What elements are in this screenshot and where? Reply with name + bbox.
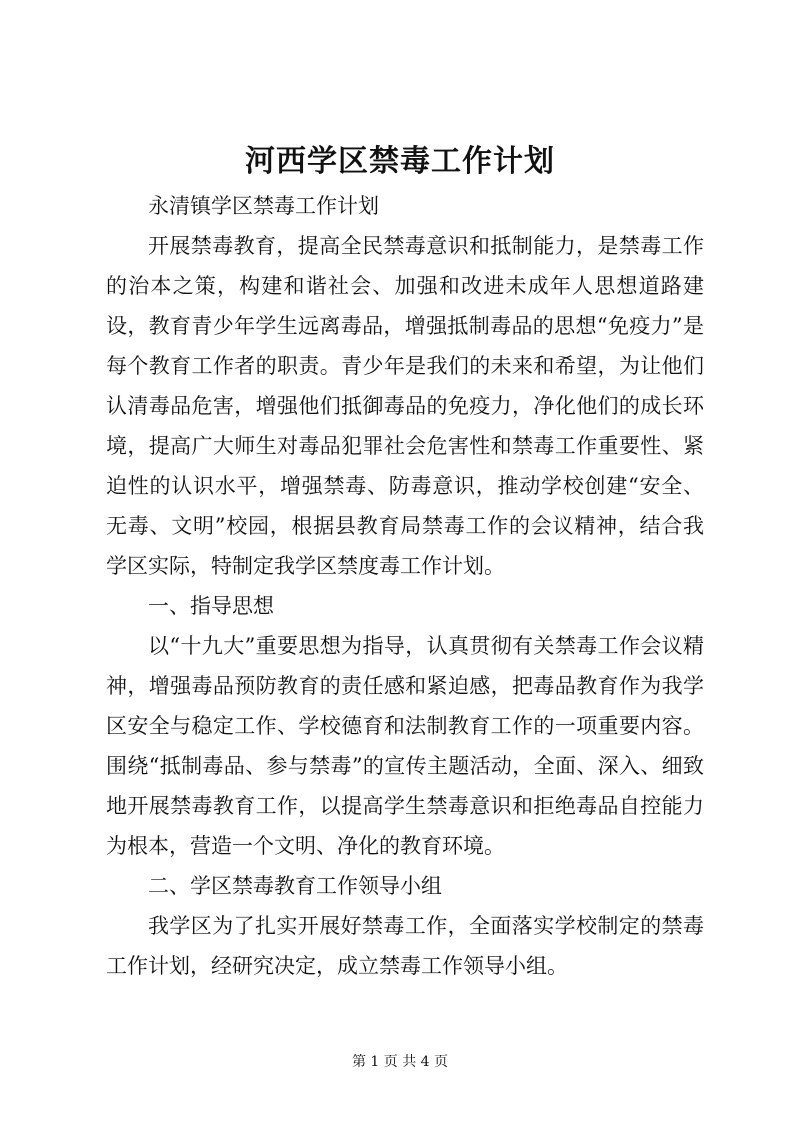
paragraph-intro: 开展禁毒教育，提高全民禁毒意识和抵制能力，是禁毒工作的治本之策，构建和谐社会、加强和改进未成年人思想道路建设，教育青少年学生远离毒品，增强抵制毒品的思想“免疫力”是每个教育工作者的职责。青少年是我们的未来和希望，为让他们认清毒品危害，增强他们抵御毒品的免疫力，净化他们的成长环境，提高广大师生对毒品犯罪社会危害性和禁毒工作重要性、紧迫性的认识水平，增强禁毒、防毒意识，推动学校创建“安全、无毒、文明”校园，根据县教育局禁毒工作的会议精神，结合我学区实际，特制定我学区禁度毒工作计划。 [106, 234, 704, 578]
document-body [106, 186, 704, 986]
section-heading-guiding-ideology: 一、指导思想 [148, 594, 274, 618]
section-heading-leadership-group: 二、学区禁毒教育工作领导小组 [148, 874, 442, 898]
document-subtitle: 永清镇学区禁毒工作计划 [148, 194, 379, 218]
document-title: 河西学区禁毒工作计划 [245, 144, 555, 179]
paragraph-guiding-ideology: 以“十九大”重要思想为指导，认真贯彻有关禁毒工作会议精神，增强毒品预防教育的责任感和紧迫感，把毒品教育作为我学区安全与稳定工作、学校德育和法制教育工作的一项重要内容。围绕“抵制毒品、参与禁毒”的宣传主题活动，全面、深入、细致地开展禁毒教育工作，以提高学生禁毒意识和拒绝毒品自控能力为根本，营造一个文明、净化的教育环境。 [106, 634, 704, 858]
paragraph-leadership-group: 我学区为了扎实开展好禁毒工作，全面落实学校制定的禁毒工作计划，经研究决定，成立禁毒工作领导小组。 [106, 914, 704, 978]
page-footer: 第 1 页 共 4 页 [351, 1054, 449, 1070]
